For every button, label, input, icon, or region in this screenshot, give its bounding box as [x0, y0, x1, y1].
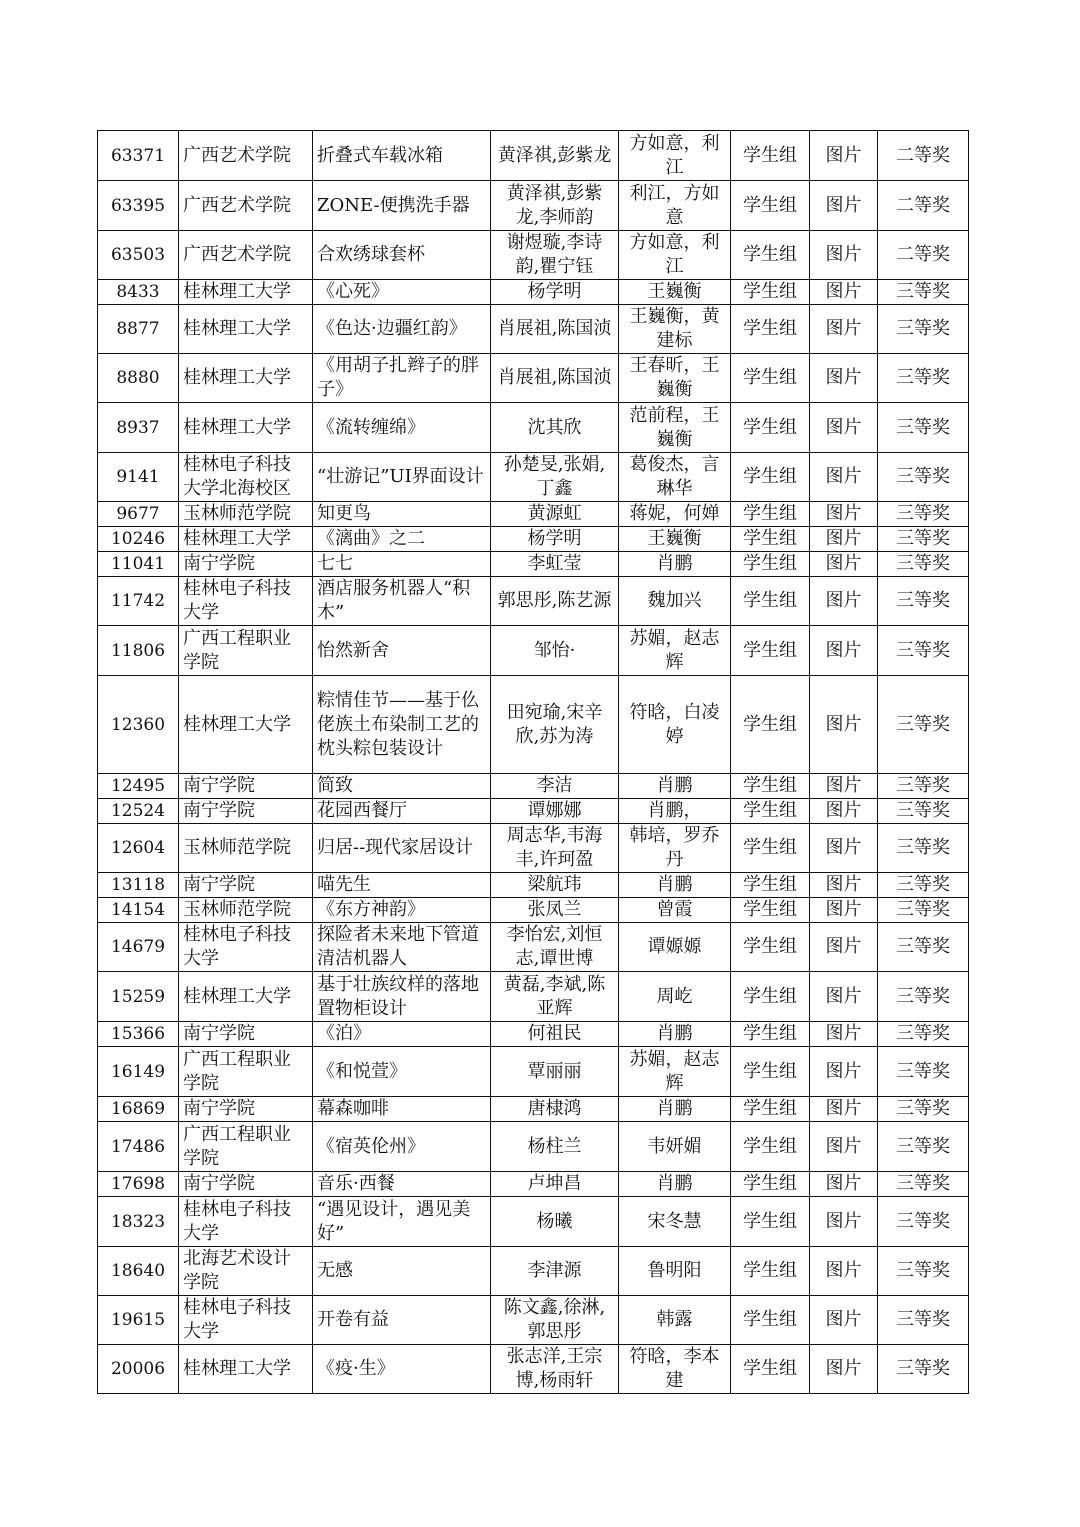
- cell-work: 折叠式车载冰箱: [313, 131, 491, 181]
- table-row: [98, 1296, 969, 1345]
- cell-advisor: 周屹: [619, 972, 731, 1022]
- table-row: [98, 527, 969, 552]
- cell-id: 12604: [98, 824, 179, 873]
- cell-type: 图片: [810, 1047, 878, 1097]
- cell-advisor: 利江，方如意: [619, 181, 731, 231]
- cell-authors: 杨曦: [491, 1197, 619, 1247]
- cell-advisor: 曾霞: [619, 898, 731, 923]
- cell-id: 10246: [98, 527, 179, 552]
- cell-work: 《心死》: [313, 280, 491, 305]
- table-row: [98, 354, 969, 403]
- cell-group: 学生组: [731, 1172, 810, 1197]
- cell-school: 南宁学院: [179, 552, 313, 577]
- cell-work: 《用胡子扎辫子的胖子》: [313, 354, 491, 403]
- cell-id: 16149: [98, 1047, 179, 1097]
- cell-type: 图片: [810, 453, 878, 502]
- cell-group: 学生组: [731, 131, 810, 181]
- table-row: [98, 280, 969, 305]
- cell-authors: 黄源虹: [491, 502, 619, 527]
- cell-authors: 陈文鑫,徐淋,郭思彤: [491, 1296, 619, 1345]
- cell-award: 三等奖: [878, 626, 969, 676]
- cell-work: 合欢绣球套杯: [313, 231, 491, 280]
- cell-id: 17486: [98, 1122, 179, 1172]
- table-row: [98, 231, 969, 280]
- cell-type: 图片: [810, 1296, 878, 1345]
- cell-work: ZONE-便携洗手器: [313, 181, 491, 231]
- cell-id: 11742: [98, 577, 179, 626]
- table-body: [98, 131, 969, 1394]
- cell-school: 广西艺术学院: [179, 131, 313, 181]
- cell-award: 二等奖: [878, 231, 969, 280]
- cell-id: 12495: [98, 774, 179, 799]
- cell-advisor: 肖鹏: [619, 1022, 731, 1047]
- cell-school: 桂林理工大学: [179, 403, 313, 453]
- cell-advisor: 苏媚，赵志辉: [619, 1047, 731, 1097]
- cell-work: 归居--现代家居设计: [313, 824, 491, 873]
- cell-type: 图片: [810, 824, 878, 873]
- cell-award: 三等奖: [878, 972, 969, 1022]
- cell-award: 三等奖: [878, 403, 969, 453]
- cell-type: 图片: [810, 1097, 878, 1122]
- table-row: [98, 577, 969, 626]
- cell-id: 12524: [98, 799, 179, 824]
- cell-advisor: 蒋妮，何婵: [619, 502, 731, 527]
- table-row: [98, 972, 969, 1022]
- cell-award: 三等奖: [878, 676, 969, 774]
- cell-school: 桂林理工大学: [179, 1345, 313, 1394]
- cell-school: 桂林电子科技大学北海校区: [179, 453, 313, 502]
- cell-award: 三等奖: [878, 527, 969, 552]
- table-row: [98, 403, 969, 453]
- cell-school: 玉林师范学院: [179, 898, 313, 923]
- cell-type: 图片: [810, 774, 878, 799]
- cell-school: 广西工程职业学院: [179, 626, 313, 676]
- table-row: [98, 453, 969, 502]
- cell-group: 学生组: [731, 1345, 810, 1394]
- cell-authors: 何祖民: [491, 1022, 619, 1047]
- cell-type: 图片: [810, 1172, 878, 1197]
- cell-award: 三等奖: [878, 577, 969, 626]
- cell-id: 8433: [98, 280, 179, 305]
- cell-id: 15259: [98, 972, 179, 1022]
- cell-work: 《和悦萱》: [313, 1047, 491, 1097]
- cell-authors: 李怡宏,刘恒志,谭世博: [491, 923, 619, 972]
- cell-group: 学生组: [731, 1197, 810, 1247]
- cell-group: 学生组: [731, 354, 810, 403]
- cell-type: 图片: [810, 873, 878, 898]
- cell-work: 《流转缠绵》: [313, 403, 491, 453]
- cell-advisor: 魏加兴: [619, 577, 731, 626]
- table-row: [98, 774, 969, 799]
- cell-school: 南宁学院: [179, 1172, 313, 1197]
- cell-group: 学生组: [731, 898, 810, 923]
- cell-type: 图片: [810, 1247, 878, 1296]
- cell-school: 玉林师范学院: [179, 824, 313, 873]
- table-row: [98, 799, 969, 824]
- cell-authors: 李虹莹: [491, 552, 619, 577]
- cell-advisor: 王巍衡: [619, 280, 731, 305]
- cell-school: 桂林电子科技大学: [179, 923, 313, 972]
- table-row: [98, 898, 969, 923]
- cell-id: 11806: [98, 626, 179, 676]
- cell-school: 玉林师范学院: [179, 502, 313, 527]
- table-row: [98, 1122, 969, 1172]
- cell-type: 图片: [810, 502, 878, 527]
- cell-type: 图片: [810, 305, 878, 354]
- cell-award: 三等奖: [878, 873, 969, 898]
- cell-group: 学生组: [731, 1022, 810, 1047]
- cell-type: 图片: [810, 972, 878, 1022]
- cell-id: 17698: [98, 1172, 179, 1197]
- cell-work: 基于壮族纹样的落地置物柜设计: [313, 972, 491, 1022]
- cell-advisor: 肖鹏: [619, 1097, 731, 1122]
- cell-advisor: 谭嫄嫄: [619, 923, 731, 972]
- table-row: [98, 1345, 969, 1394]
- cell-school: 南宁学院: [179, 873, 313, 898]
- cell-work: 七七: [313, 552, 491, 577]
- cell-authors: 梁航玮: [491, 873, 619, 898]
- table-row: [98, 131, 969, 181]
- cell-id: 13118: [98, 873, 179, 898]
- table-row: [98, 824, 969, 873]
- cell-advisor: 王巍衡，黄建标: [619, 305, 731, 354]
- cell-type: 图片: [810, 527, 878, 552]
- cell-group: 学生组: [731, 972, 810, 1022]
- table-row: [98, 552, 969, 577]
- cell-award: 三等奖: [878, 1247, 969, 1296]
- cell-work: 喵先生: [313, 873, 491, 898]
- cell-work: 简致: [313, 774, 491, 799]
- cell-id: 9141: [98, 453, 179, 502]
- cell-advisor: 韦妍媚: [619, 1122, 731, 1172]
- cell-type: 图片: [810, 552, 878, 577]
- cell-award: 三等奖: [878, 453, 969, 502]
- cell-award: 三等奖: [878, 799, 969, 824]
- cell-school: 广西工程职业学院: [179, 1047, 313, 1097]
- cell-award: 三等奖: [878, 1122, 969, 1172]
- cell-group: 学生组: [731, 1247, 810, 1296]
- cell-school: 桂林理工大学: [179, 354, 313, 403]
- cell-group: 学生组: [731, 1296, 810, 1345]
- cell-award: 三等奖: [878, 502, 969, 527]
- cell-work: 音乐·西餐: [313, 1172, 491, 1197]
- cell-group: 学生组: [731, 873, 810, 898]
- cell-work: 《泊》: [313, 1022, 491, 1047]
- table-row: [98, 626, 969, 676]
- cell-advisor: 肖鹏: [619, 873, 731, 898]
- cell-award: 三等奖: [878, 280, 969, 305]
- cell-type: 图片: [810, 626, 878, 676]
- cell-authors: 黄泽祺,彭紫龙,李师韵: [491, 181, 619, 231]
- cell-work: 花园西餐厅: [313, 799, 491, 824]
- cell-school: 南宁学院: [179, 774, 313, 799]
- cell-id: 16869: [98, 1097, 179, 1122]
- cell-advisor: 方如意，利江: [619, 131, 731, 181]
- cell-group: 学生组: [731, 502, 810, 527]
- cell-authors: 杨柱兰: [491, 1122, 619, 1172]
- cell-authors: 黄泽祺,彭紫龙: [491, 131, 619, 181]
- cell-school: 桂林电子科技大学: [179, 1296, 313, 1345]
- cell-school: 桂林理工大学: [179, 305, 313, 354]
- cell-type: 图片: [810, 676, 878, 774]
- cell-award: 三等奖: [878, 354, 969, 403]
- cell-id: 14154: [98, 898, 179, 923]
- cell-type: 图片: [810, 280, 878, 305]
- cell-authors: 肖展祖,陈国浈: [491, 354, 619, 403]
- cell-work: 无感: [313, 1247, 491, 1296]
- cell-group: 学生组: [731, 1097, 810, 1122]
- cell-type: 图片: [810, 1022, 878, 1047]
- cell-type: 图片: [810, 131, 878, 181]
- cell-type: 图片: [810, 577, 878, 626]
- cell-award: 三等奖: [878, 1197, 969, 1247]
- cell-award: 三等奖: [878, 1047, 969, 1097]
- cell-id: 15366: [98, 1022, 179, 1047]
- table-row: [98, 1197, 969, 1247]
- cell-authors: 谭娜娜: [491, 799, 619, 824]
- cell-id: 8880: [98, 354, 179, 403]
- cell-authors: 谢煜璇,李诗韵,瞿宁钰: [491, 231, 619, 280]
- cell-type: 图片: [810, 354, 878, 403]
- cell-type: 图片: [810, 1345, 878, 1394]
- cell-group: 学生组: [731, 923, 810, 972]
- cell-authors: 周志华,韦海丰,许珂盈: [491, 824, 619, 873]
- cell-id: 20006: [98, 1345, 179, 1394]
- cell-authors: 唐棣鸿: [491, 1097, 619, 1122]
- cell-work: 《疫·生》: [313, 1345, 491, 1394]
- table-row: [98, 1097, 969, 1122]
- cell-award: 三等奖: [878, 1296, 969, 1345]
- cell-group: 学生组: [731, 799, 810, 824]
- table-row: [98, 305, 969, 354]
- cell-authors: 郭思彤,陈艺源: [491, 577, 619, 626]
- cell-school: 桂林理工大学: [179, 280, 313, 305]
- cell-award: 三等奖: [878, 1097, 969, 1122]
- cell-award: 三等奖: [878, 1345, 969, 1394]
- cell-id: 11041: [98, 552, 179, 577]
- cell-authors: 李洁: [491, 774, 619, 799]
- cell-work: 《色达·边疆红韵》: [313, 305, 491, 354]
- cell-group: 学生组: [731, 1047, 810, 1097]
- cell-id: 18640: [98, 1247, 179, 1296]
- cell-school: 南宁学院: [179, 1097, 313, 1122]
- awards-table: [97, 130, 969, 1394]
- cell-advisor: 肖鹏: [619, 552, 731, 577]
- cell-group: 学生组: [731, 824, 810, 873]
- table-row: [98, 1047, 969, 1097]
- cell-award: 三等奖: [878, 305, 969, 354]
- cell-school: 桂林电子科技大学: [179, 1197, 313, 1247]
- cell-group: 学生组: [731, 231, 810, 280]
- cell-type: 图片: [810, 898, 878, 923]
- cell-work: 粽情佳节——基于仫佬族土布染制工艺的枕头粽包装设计: [313, 676, 491, 774]
- table-row: [98, 1172, 969, 1197]
- cell-work: 《宿英伦州》: [313, 1122, 491, 1172]
- cell-school: 北海艺术设计学院: [179, 1247, 313, 1296]
- cell-advisor: 鲁明阳: [619, 1247, 731, 1296]
- cell-school: 桂林理工大学: [179, 676, 313, 774]
- cell-authors: 邹怡·: [491, 626, 619, 676]
- cell-advisor: 苏媚，赵志辉: [619, 626, 731, 676]
- cell-work: 《漓曲》之二: [313, 527, 491, 552]
- cell-advisor: 符晗，白凌婷: [619, 676, 731, 774]
- cell-type: 图片: [810, 799, 878, 824]
- table-row: [98, 181, 969, 231]
- cell-type: 图片: [810, 1197, 878, 1247]
- cell-advisor: 肖鹏，: [619, 799, 731, 824]
- cell-id: 9677: [98, 502, 179, 527]
- cell-work: 知更鸟: [313, 502, 491, 527]
- cell-group: 学生组: [731, 403, 810, 453]
- cell-group: 学生组: [731, 280, 810, 305]
- cell-group: 学生组: [731, 552, 810, 577]
- cell-award: 二等奖: [878, 131, 969, 181]
- cell-authors: 沈其欣: [491, 403, 619, 453]
- cell-school: 桂林电子科技大学: [179, 577, 313, 626]
- cell-id: 8877: [98, 305, 179, 354]
- cell-id: 63395: [98, 181, 179, 231]
- cell-group: 学生组: [731, 1122, 810, 1172]
- cell-award: 三等奖: [878, 824, 969, 873]
- cell-authors: 杨学明: [491, 527, 619, 552]
- cell-school: 桂林理工大学: [179, 527, 313, 552]
- cell-award: 二等奖: [878, 181, 969, 231]
- cell-group: 学生组: [731, 527, 810, 552]
- cell-school: 广西艺术学院: [179, 181, 313, 231]
- cell-advisor: 肖鹏: [619, 774, 731, 799]
- cell-authors: 杨学明: [491, 280, 619, 305]
- cell-school: 南宁学院: [179, 799, 313, 824]
- table-row: [98, 1022, 969, 1047]
- cell-award: 三等奖: [878, 552, 969, 577]
- cell-work: 酒店服务机器人“积木”: [313, 577, 491, 626]
- cell-authors: 覃丽丽: [491, 1047, 619, 1097]
- cell-work: 幕森咖啡: [313, 1097, 491, 1122]
- cell-school: 广西艺术学院: [179, 231, 313, 280]
- cell-authors: 黄磊,李斌,陈亚辉: [491, 972, 619, 1022]
- cell-authors: 田宛瑜,宋辛欣,苏为涛: [491, 676, 619, 774]
- cell-group: 学生组: [731, 305, 810, 354]
- cell-advisor: 韩露: [619, 1296, 731, 1345]
- table-row: [98, 1247, 969, 1296]
- cell-group: 学生组: [731, 626, 810, 676]
- table-row: [98, 676, 969, 774]
- cell-id: 19615: [98, 1296, 179, 1345]
- cell-group: 学生组: [731, 181, 810, 231]
- cell-id: 63503: [98, 231, 179, 280]
- cell-type: 图片: [810, 181, 878, 231]
- cell-school: 桂林理工大学: [179, 972, 313, 1022]
- cell-authors: 孙楚旻,张娟,丁鑫: [491, 453, 619, 502]
- cell-award: 三等奖: [878, 923, 969, 972]
- cell-group: 学生组: [731, 453, 810, 502]
- cell-school: 广西工程职业学院: [179, 1122, 313, 1172]
- cell-id: 63371: [98, 131, 179, 181]
- cell-group: 学生组: [731, 577, 810, 626]
- cell-advisor: 肖鹏: [619, 1172, 731, 1197]
- cell-advisor: 王巍衡: [619, 527, 731, 552]
- table-row: [98, 923, 969, 972]
- cell-work: 探险者未来地下管道清洁机器人: [313, 923, 491, 972]
- cell-group: 学生组: [731, 676, 810, 774]
- cell-advisor: 范前程，王巍衡: [619, 403, 731, 453]
- cell-id: 12360: [98, 676, 179, 774]
- cell-type: 图片: [810, 1122, 878, 1172]
- table-row: [98, 502, 969, 527]
- table-row: [98, 873, 969, 898]
- cell-award: 三等奖: [878, 774, 969, 799]
- cell-work: 怡然新舍: [313, 626, 491, 676]
- cell-advisor: 王春昕，王巍衡: [619, 354, 731, 403]
- cell-authors: 张凤兰: [491, 898, 619, 923]
- cell-advisor: 韩培，罗乔丹: [619, 824, 731, 873]
- cell-award: 三等奖: [878, 898, 969, 923]
- cell-advisor: 葛俊杰，言琳华: [619, 453, 731, 502]
- cell-advisor: 方如意，利江: [619, 231, 731, 280]
- cell-type: 图片: [810, 923, 878, 972]
- cell-award: 三等奖: [878, 1172, 969, 1197]
- cell-work: 开卷有益: [313, 1296, 491, 1345]
- cell-authors: 卢坤昌: [491, 1172, 619, 1197]
- cell-type: 图片: [810, 403, 878, 453]
- cell-award: 三等奖: [878, 1022, 969, 1047]
- cell-id: 8937: [98, 403, 179, 453]
- cell-school: 南宁学院: [179, 1022, 313, 1047]
- cell-work: “遇见设计，遇见美好”: [313, 1197, 491, 1247]
- cell-id: 18323: [98, 1197, 179, 1247]
- cell-group: 学生组: [731, 774, 810, 799]
- cell-work: “壮游记”UI界面设计: [313, 453, 491, 502]
- cell-authors: 李津源: [491, 1247, 619, 1296]
- cell-type: 图片: [810, 231, 878, 280]
- cell-id: 14679: [98, 923, 179, 972]
- cell-authors: 肖展祖,陈国浈: [491, 305, 619, 354]
- cell-authors: 张志洋,王宗博,杨雨轩: [491, 1345, 619, 1394]
- cell-advisor: 宋冬慧: [619, 1197, 731, 1247]
- cell-work: 《东方神韵》: [313, 898, 491, 923]
- cell-advisor: 符晗，李本建: [619, 1345, 731, 1394]
